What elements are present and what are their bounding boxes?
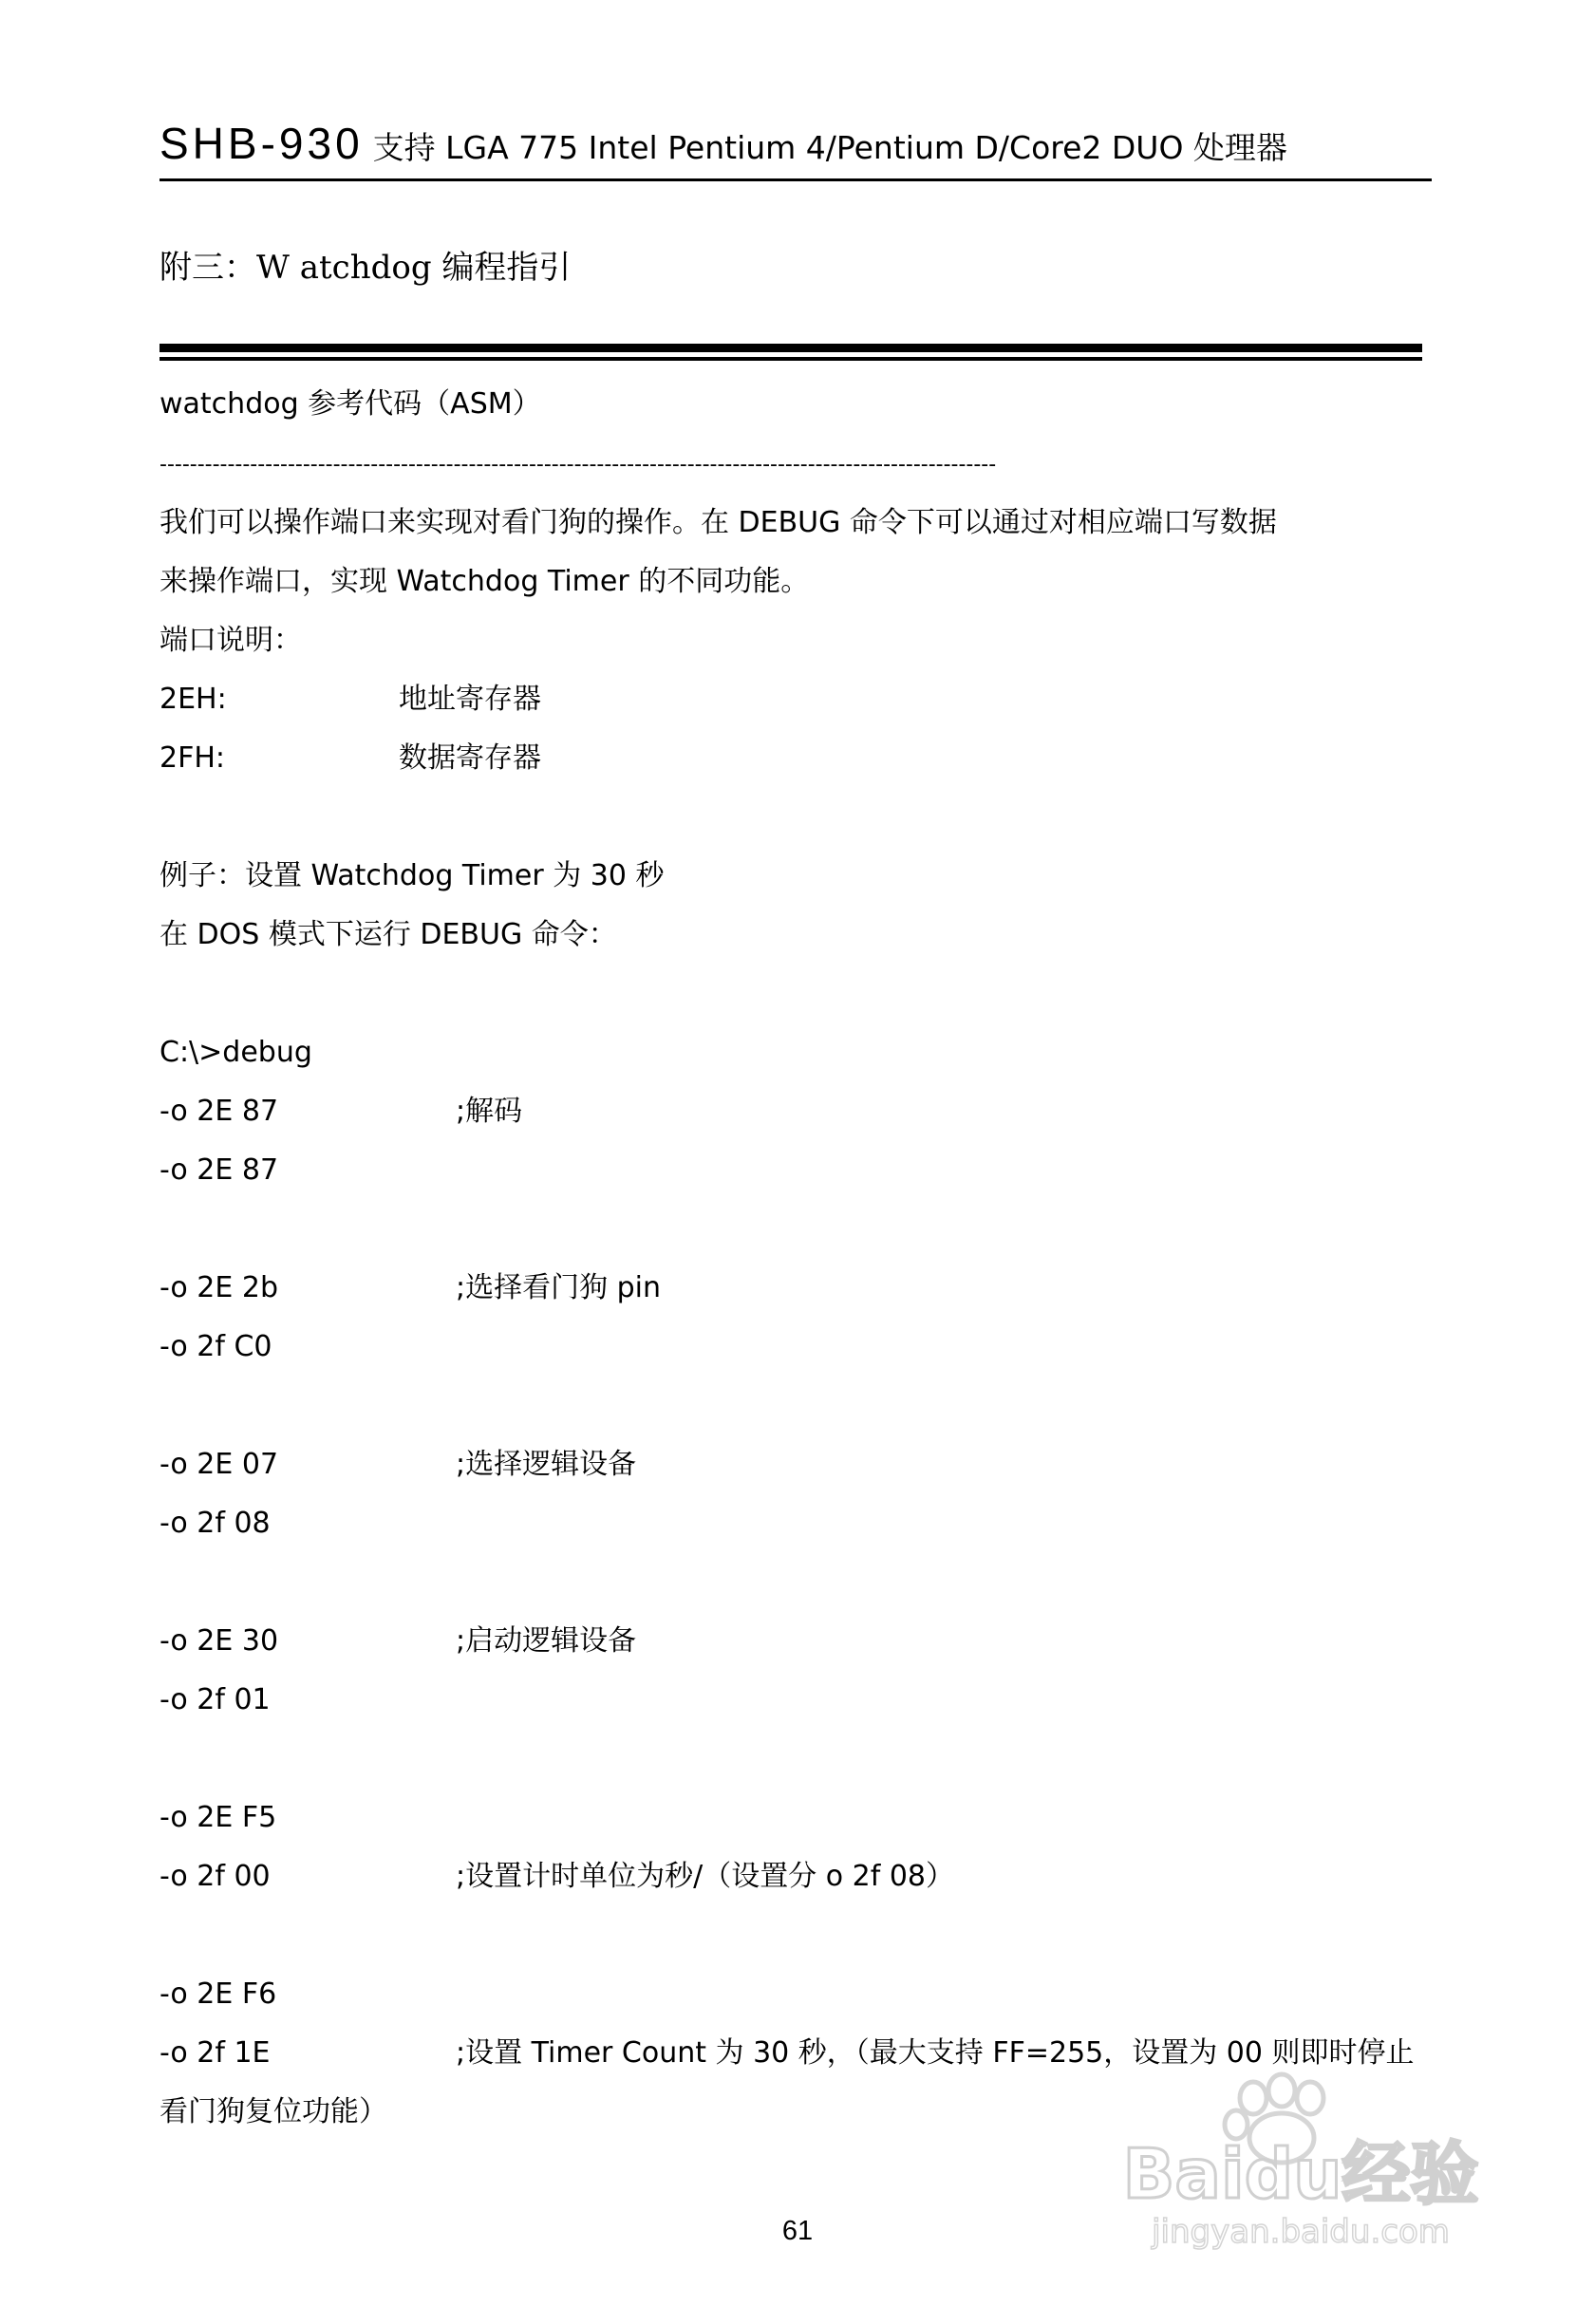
code-continuation: 看门狗复位功能）: [160, 2095, 387, 2128]
baidu-jingyan-watermark: [1111, 2070, 1491, 2250]
model-name: SHB-930: [160, 119, 364, 168]
thin-divider: [160, 357, 1422, 361]
code-line: [160, 1034, 312, 1072]
code-command: -o 2E 87: [160, 1095, 279, 1128]
code-line: [160, 1152, 278, 1190]
code-line: [160, 1622, 637, 1660]
code-line: [160, 1799, 276, 1837]
code-command: -o 2f 01: [160, 1683, 271, 1716]
ports-title: 端口说明：: [160, 624, 302, 657]
code-command: -o 2f C0: [160, 1330, 272, 1363]
code-command: C:\>debug: [160, 1036, 312, 1069]
code-line: [160, 1858, 954, 1896]
page-header: [160, 118, 1432, 181]
port-name: 2FH:: [160, 741, 226, 775]
code-line: [160, 2034, 1415, 2072]
port-row: [160, 681, 541, 719]
code-comment: ;选择看门狗 pin: [456, 1271, 662, 1304]
code-command: -o 2E F6: [160, 1977, 277, 2011]
code-line: [160, 1093, 523, 1131]
intro-line-2: 来操作端口，实现 Watchdog Timer 的不同功能。: [160, 565, 810, 598]
port-description: 地址寄存器: [399, 683, 541, 716]
example-title: 例子：设置 Watchdog Timer 为 30 秒: [160, 859, 665, 892]
page-number: 61: [781, 2216, 814, 2246]
code-command: -o 2E 2b: [160, 1271, 278, 1304]
code-line: [160, 1446, 637, 1484]
code-line: [160, 1681, 271, 1719]
header-subtitle: 支持 LGA 775 Intel Pentium 4/Pentium D/Core2 DUO 处理器: [372, 129, 1287, 166]
code-comment: ;选择逻辑设备: [456, 1448, 637, 1481]
code-command: -o 2f 00: [160, 1860, 271, 1893]
example-instruction: 在 DOS 模式下运行 DEBUG 命令：: [160, 918, 617, 951]
code-line: [160, 1505, 271, 1543]
code-comment: ;启动逻辑设备: [456, 1624, 637, 1658]
code-comment: ;设置 Timer Count 为 30 秒，（最大支持 FF=255，设置为 00 则即时停止: [456, 2036, 1415, 2070]
dash-divider: ---------------------------------------------------------------------------------------------------------------: [160, 453, 997, 477]
paw-logo-icon: [1111, 2070, 1491, 2250]
port-row: [160, 740, 541, 778]
code-line: [160, 1269, 662, 1307]
code-command: -o 2E 07: [160, 1448, 279, 1481]
intro-line-1: 我们可以操作端口来实现对看门狗的操作。在 DEBUG 命令下可以通过对相应端口写数据: [160, 506, 1277, 539]
code-command: -o 2E 30: [160, 1624, 279, 1658]
port-description: 数据寄存器: [399, 741, 541, 775]
code-line: [160, 1328, 272, 1366]
section-title: watchdog 参考代码（ASM）: [160, 387, 541, 421]
code-line: [160, 1976, 276, 2014]
watermark-brand: Baidu经验: [1122, 2134, 1479, 2214]
appendix-title: 附三：W atchdog 编程指引: [160, 249, 572, 287]
code-command: -o 2f 1E: [160, 2036, 271, 2070]
code-command: -o 2E F5: [160, 1801, 277, 1834]
thick-divider: [160, 344, 1422, 352]
port-name: 2EH:: [160, 683, 227, 716]
code-comment: ;解码: [456, 1095, 523, 1128]
code-command: -o 2E 87: [160, 1153, 279, 1187]
code-command: -o 2f 08: [160, 1507, 271, 1540]
watermark-url: jingyan.baidu.com: [1152, 2213, 1450, 2250]
code-comment: ;设置计时单位为秒/（设置分 o 2f 08）: [456, 1860, 954, 1893]
